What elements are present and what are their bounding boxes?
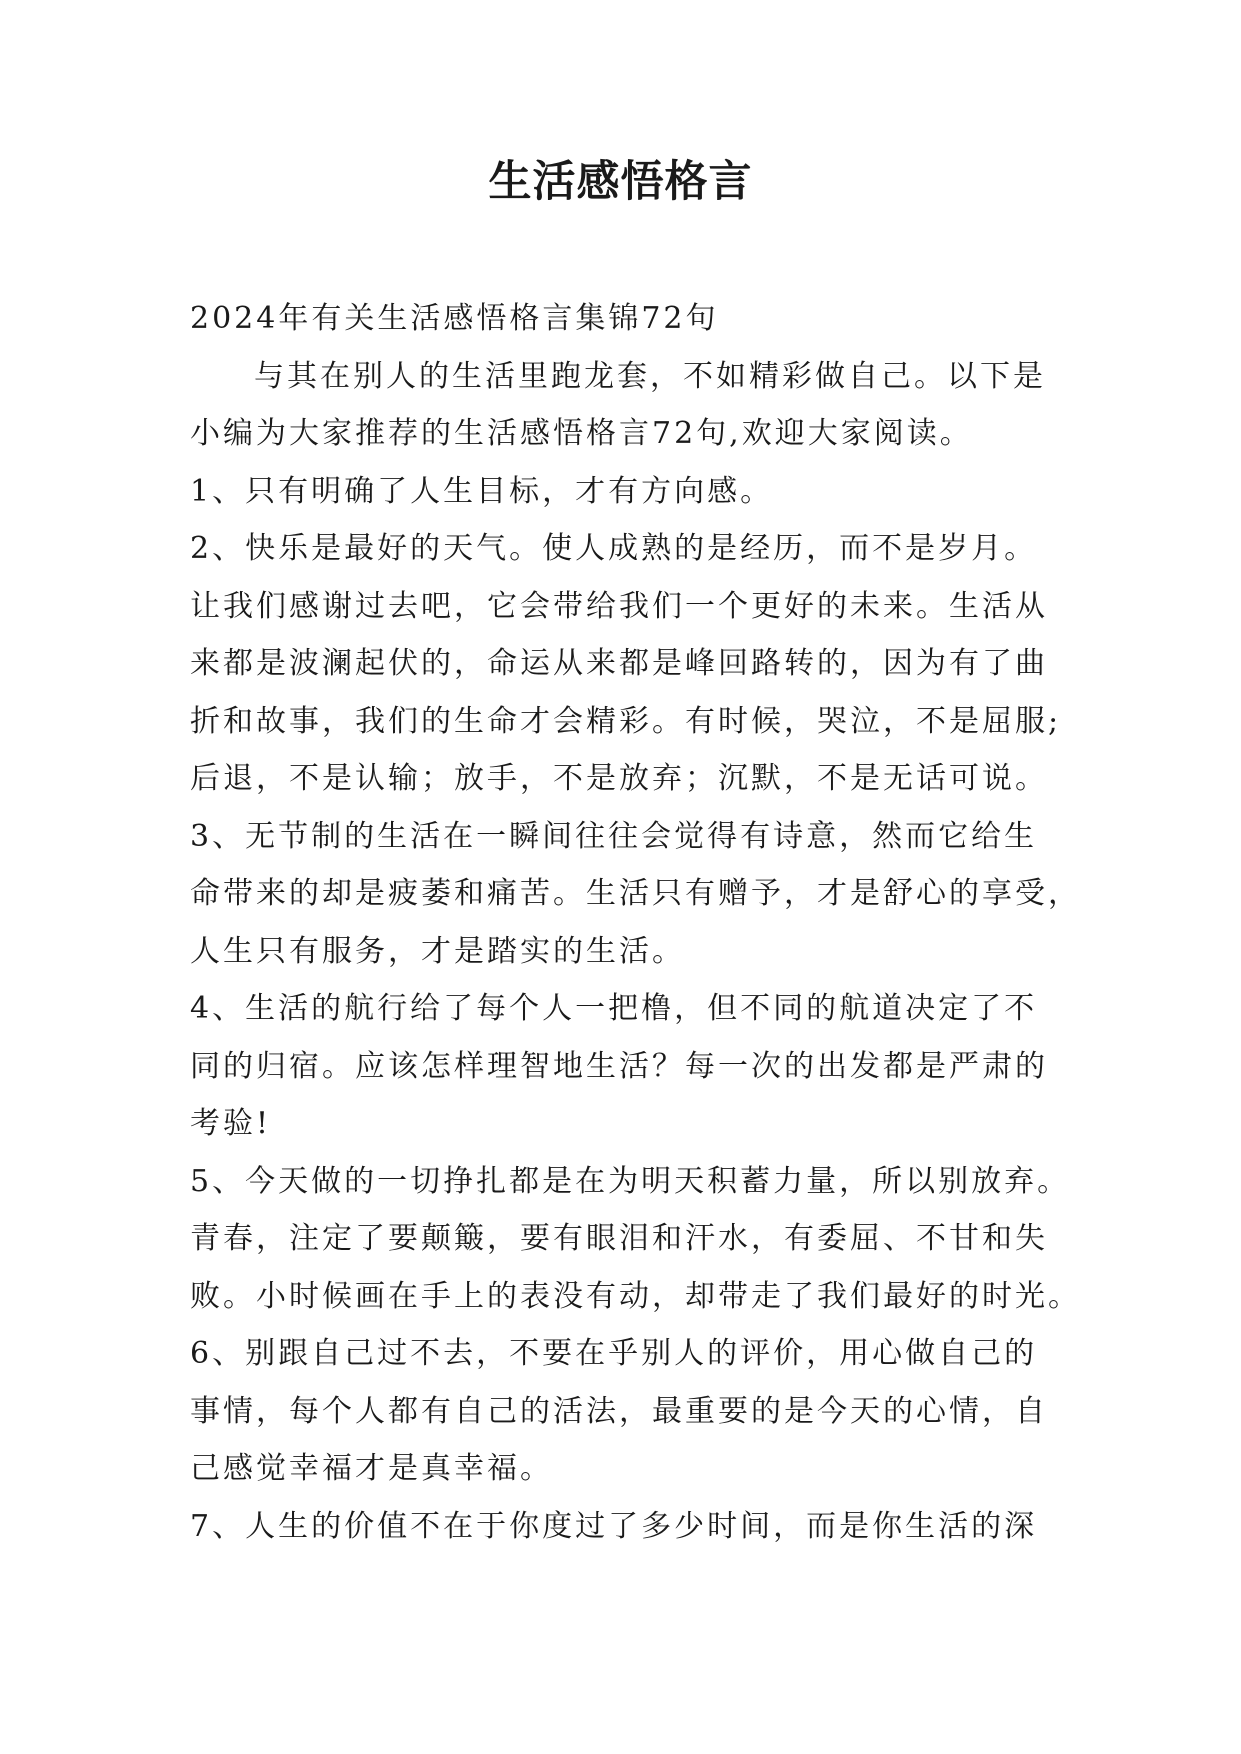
quote-line: 己感觉幸福才是真幸福。: [190, 1451, 553, 1486]
quote-line: 后退，不是认输；放手，不是放弃；沉默，不是无话可说。: [190, 761, 1048, 796]
quote-line: 1、只有明确了人生目标，才有方向感。: [190, 473, 774, 509]
quote-line: 考验!: [190, 1106, 272, 1141]
intro-line: 小编为大家推荐的生活感悟格言72句,欢迎大家阅读。: [190, 416, 973, 451]
quote-line: 同的归宿。应该怎样理智地生活？每一次的出发都是严肃的: [190, 1048, 1048, 1084]
quote-line: 7、人生的价值不在于你度过了多少时间，而是你生活的深: [190, 1508, 1038, 1544]
quote-line: 折和故事，我们的生命才会精彩。有时候，哭泣，不是屈服;: [190, 703, 1062, 739]
quote-line: 让我们感谢过去吧，它会带给我们一个更好的未来。生活从: [190, 588, 1048, 624]
intro-line: 与其在别人的生活里跑龙套，不如精彩做自己。以下是: [254, 358, 1046, 394]
document-body: [190, 290, 1081, 1555]
quote-line: 3、无节制的生活在一瞬间往往会觉得有诗意，然而它给生: [190, 818, 1038, 854]
quote-line: 2、快乐是最好的天气。使人成熟的是经历，而不是岁月。: [190, 531, 1038, 566]
quote-line: 4、生活的航行给了每个人一把橹，但不同的航道决定了不: [190, 991, 1038, 1026]
quote-line: 人生只有服务，才是踏实的生活。: [190, 933, 685, 969]
quote-line: 6、别跟自己过不去，不要在乎别人的评价，用心做自己的: [190, 1336, 1038, 1371]
document-title: 生活感悟格言: [488, 157, 753, 207]
quote-line: 命带来的却是疲萎和痛苦。生活只有赠予，才是舒心的享受，: [190, 876, 1081, 911]
subtitle-line: 2024年有关生活感悟格言集锦72句: [190, 301, 719, 336]
quote-line: 青春，注定了要颠簸，要有眼泪和汗水，有委屈、不甘和失: [190, 1221, 1048, 1256]
quote-line: 5、今天做的一切挣扎都是在为明天积蓄力量，所以别放弃。: [190, 1163, 1071, 1199]
quote-line: 来都是波澜起伏的，命运从来都是峰回路转的，因为有了曲: [190, 646, 1048, 681]
quote-line: 败。小时候画在手上的表没有动，却带走了我们最好的时光。: [190, 1278, 1081, 1314]
quote-line: 事情，每个人都有自己的活法，最重要的是今天的心情，自: [190, 1393, 1048, 1429]
